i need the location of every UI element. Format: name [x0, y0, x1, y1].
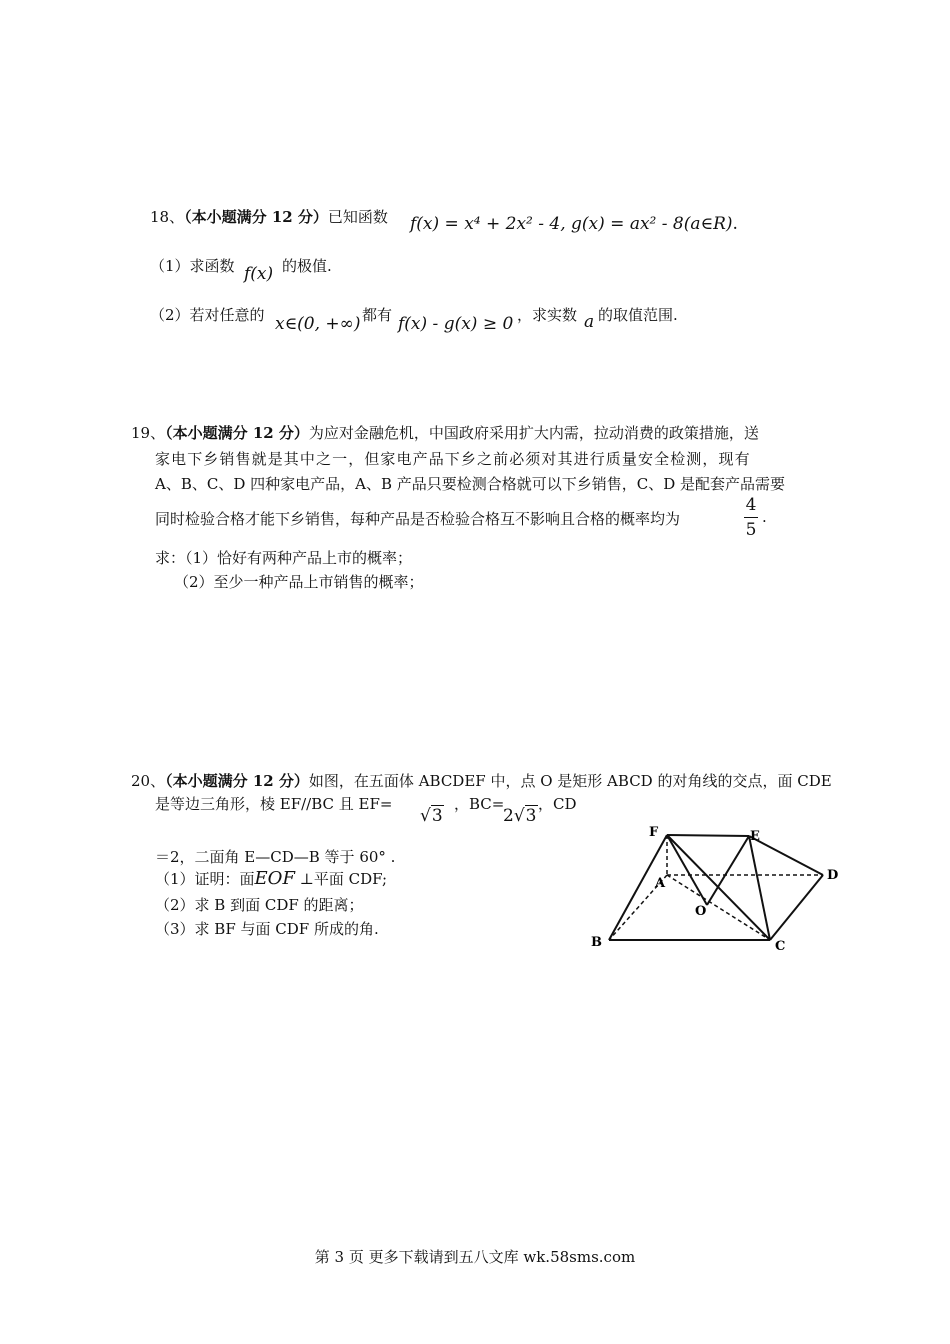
- q18-part2-mid: 都有: [362, 306, 393, 324]
- q19-ask1: 求：（1）恰好有两种产品上市的概率；: [155, 549, 413, 567]
- edge-ED: [749, 836, 823, 875]
- q19-line4-end: .: [762, 508, 767, 526]
- q18-intro: 已知函数: [327, 208, 388, 226]
- edge-EO: [707, 836, 749, 905]
- q19-fraction: [744, 495, 758, 540]
- q18-header: [150, 206, 388, 227]
- q20-part3: （3）求 BF 与面 CDF 所成的角.: [155, 920, 379, 938]
- q20-line2b: ，BC=: [454, 795, 505, 813]
- q20-line2a: 是等边三角形，棱 EF//BC 且 EF=: [155, 795, 393, 813]
- q19-line4: 同时检验合格才能下乡销售，每种产品是否检验合格互不影响且合格的概率均为: [155, 510, 681, 528]
- q20-line3: ＝2，二面角 E—CD—B 等于 60° .: [155, 848, 396, 866]
- q18-part2-a: a: [584, 312, 595, 332]
- q18-formula: f(x) = x⁴ + 2x² - 4, g(x) = ax² - 8(a∈R).: [410, 214, 738, 234]
- q20-line2c: ，CD: [538, 795, 577, 813]
- q20-line1: 20、（本小题满分 12 分）如图，在五面体 ABCDEF 中，点 O 是矩形 ABCD 的对角线的交点，面 CDE: [131, 772, 832, 790]
- q19-ask2: （2）至少一种产品上市销售的概率；: [174, 573, 424, 591]
- q18-part2-label: （2）若对任意的: [150, 306, 265, 324]
- q19-line3: A、B、C、D 四种家电产品，A、B 产品只要检测合格就可以下乡销售，C、D 是配套产品需要: [155, 475, 786, 493]
- q19-line2: 家电下乡销售就是其中之一，但家电产品下乡之前必须对其进行质量安全检测，现有: [155, 450, 751, 468]
- label-F: F: [649, 825, 659, 840]
- q18-part2-ineq: f(x) - g(x) ≥ 0: [398, 314, 514, 334]
- q19-frac-num: 4: [745, 495, 757, 515]
- q18-part2-tail: ，求实数: [517, 306, 578, 324]
- edge-FE: [667, 835, 749, 836]
- q18-part2-domain: x∈(0, +∞): [275, 314, 361, 334]
- q20-part2: （2）求 B 到面 CDF 的距离；: [155, 896, 364, 914]
- edge-EC: [749, 836, 770, 940]
- q20-part1: （1）证明：面EOF ⊥平面 CDF;: [155, 868, 388, 889]
- q20-2sqrt3: 2√3: [503, 806, 537, 826]
- edge-DC: [770, 875, 823, 940]
- label-D: D: [827, 868, 839, 883]
- q20-sqrt3: √3: [420, 806, 443, 826]
- label-A: A: [655, 876, 666, 891]
- q18-part2-end: 的取值范围.: [598, 306, 678, 324]
- q18-part1: （1）求函数: [150, 257, 235, 275]
- label-B: B: [591, 935, 602, 950]
- q18-part1-fx: f(x): [244, 264, 274, 284]
- q18-number: 18、: [150, 208, 185, 226]
- page-footer: 第 3 页 更多下载请到五八文库 wk.58sms.com: [314, 1248, 636, 1266]
- q18-part1-tail: 的极值.: [282, 257, 332, 275]
- pentahedron-figure: [585, 822, 855, 962]
- label-O: O: [695, 904, 707, 919]
- label-C: C: [775, 939, 786, 954]
- label-E: E: [750, 829, 760, 844]
- q19-frac-den: 5: [745, 520, 757, 540]
- q18-points: （本小题满分 12 分）: [184, 208, 328, 226]
- q19-line1: 19、（本小题满分 12 分）为应对金融危机，中国政府采用扩大内需，拉动消费的政策措施，送: [131, 424, 759, 442]
